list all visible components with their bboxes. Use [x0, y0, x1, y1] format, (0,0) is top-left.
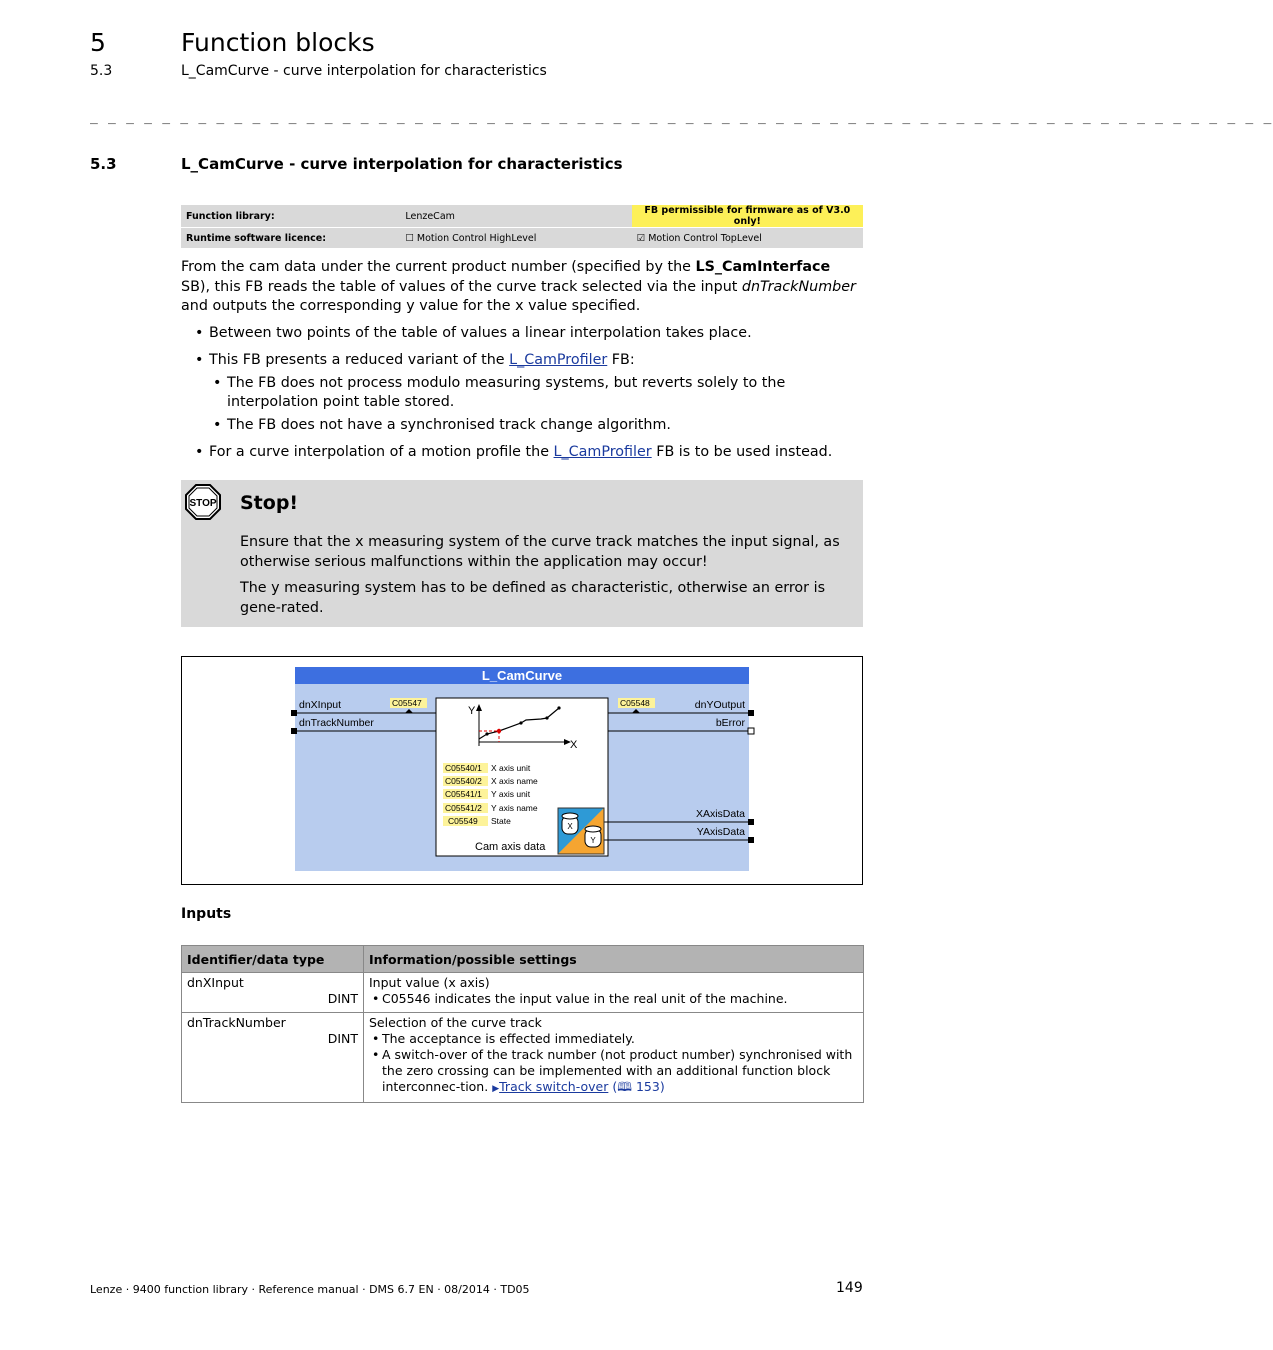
stop-box [181, 480, 863, 627]
col-information: Information/possible settings [364, 946, 864, 973]
xaxisdata-pin[interactable] [748, 819, 754, 825]
chapter-title: Function blocks [181, 28, 375, 57]
camprofiler-link-1[interactable]: L_CamProfiler [509, 352, 608, 368]
param-label: X axis name [491, 776, 538, 786]
param-code[interactable]: C05540/1 [445, 763, 482, 773]
bullet-2-sub-1: • The FB does not process modulo measuring systems, but reverts solely to the interpolation point table stored. [213, 375, 786, 410]
function-block-figure [181, 656, 863, 885]
section-title: L_CamCurve - curve interpolation for characteristics [181, 63, 547, 79]
berror-label: bError [715, 717, 745, 729]
cam-axis-data-icon [558, 808, 604, 854]
stop-heading: Stop! [240, 492, 299, 514]
stop-sign-icon [185, 484, 221, 520]
list-item: • The acceptance is effected immediately. [372, 1031, 635, 1046]
inputs-heading: Inputs [181, 906, 232, 922]
cam-icon-x: X [567, 822, 573, 831]
stop-paragraph-1: Ensure that the x measuring system of the curve track matches the input signal, as otherwise serious malfunctions within the application may occur! [240, 534, 840, 570]
c05547-code: C05547 [392, 698, 422, 708]
camprofiler-link-2[interactable]: L_CamProfiler [553, 444, 652, 460]
header-divider: _ _ _ _ _ _ _ _ _ _ _ _ _ _ _ _ _ _ _ _ _ _ _ _ _ _ _ _ _ _ _ _ _ _ _ _ _ _ _ _ _ _ _ _ _ _ _ _ _ _ _ _ _ _ _ _ _ _ _ _ _ _ _ _ _ _ [90, 110, 1273, 125]
param-label: Y axis name [491, 803, 538, 813]
firmware-note: FB permissible for firmware as of V3.0 only! [632, 205, 863, 228]
row-info: Input value (x axis) [369, 975, 490, 990]
page-number: 149 [836, 1280, 863, 1296]
table-row [182, 973, 864, 1013]
licence-option-toplevel: ☑ Motion Control TopLevel [632, 228, 863, 249]
c05548-code: C05548 [620, 698, 650, 708]
row-identifier: dnTrackNumber [187, 1015, 286, 1030]
dnyoutput-pin[interactable] [748, 710, 754, 716]
param-label: Y axis unit [491, 789, 531, 799]
licence-option-highlevel: ☐ Motion Control HighLevel [400, 228, 631, 249]
inputs-header-row [182, 946, 864, 973]
footer-text: Lenze · 9400 function library · Reference manual · DMS 6.7 EN · 08/2014 · TD05 [90, 1283, 530, 1296]
param-code[interactable]: C05549 [448, 816, 478, 826]
row-datatype: DINT [327, 1031, 358, 1046]
mini-node [557, 706, 560, 709]
param-label: X axis unit [491, 763, 531, 773]
dntracknumber-pin[interactable] [291, 728, 297, 734]
yaxisdata-label: YAxisData [696, 826, 745, 838]
intro-paragraph: From the cam data under the current product number (specified by the LS_CamInterface SB), this FB reads the table of values of the curve track selected via the input dnTrackNumber and outputs the corresponding y value for the x value specified. [181, 259, 856, 314]
licence-key: Runtime software licence: [181, 228, 400, 249]
section-number: 5.3 [90, 63, 113, 79]
row-identifier: dnXInput [187, 975, 244, 990]
ls-caminterface: LS_CamInterface [695, 259, 831, 275]
mini-y-label: Y [468, 705, 476, 717]
dntracknumber-ref: dnTrackNumber [741, 278, 856, 295]
library-key: Function library: [181, 205, 400, 228]
library-table [181, 205, 863, 249]
mini-x-label: X [570, 739, 578, 751]
stop-paragraph-2: The y measuring system has to be defined as characteristic, otherwise an error is gene-rated. [240, 580, 826, 616]
cam-icon-y: Y [590, 836, 596, 845]
list-item: • A switch-over of the track number (not product number) synchronised with the zero crossing can be implemented with an additional function block interconnec-tion. ▶Track switch-over (🕮 153) [372, 1047, 853, 1094]
yaxisdata-pin[interactable] [748, 837, 754, 843]
book-icon: 🕮 [617, 1079, 632, 1094]
inputs-table [181, 945, 864, 1103]
dnyoutput-label: dnYOutput [694, 699, 745, 711]
dntracknumber-label: dnTrackNumber [299, 717, 374, 729]
stop-icon-text: STOP [189, 498, 217, 509]
heading-number: 5.3 [90, 155, 117, 173]
mini-node [485, 732, 488, 735]
param-label: State [491, 816, 511, 826]
library-value: LenzeCam [400, 205, 631, 228]
param-code[interactable]: C05541/2 [445, 803, 482, 813]
heading-title: L_CamCurve - curve interpolation for characteristics [181, 155, 623, 173]
arrow-right-icon: ▶ [492, 1084, 500, 1094]
dnxinput-label: dnXInput [299, 699, 342, 711]
mini-point [497, 729, 501, 733]
mini-node [519, 721, 522, 724]
dnxinput-pin[interactable] [291, 710, 297, 716]
xaxisdata-label: XAxisData [695, 808, 745, 820]
row-datatype: DINT [327, 991, 358, 1006]
mini-node [545, 716, 548, 719]
list-item: • C05546 indicates the input value in the real unit of the machine. [372, 991, 788, 1006]
block-title: L_CamCurve [481, 668, 563, 683]
param-code[interactable]: C05541/1 [445, 789, 482, 799]
table-row [182, 1013, 864, 1103]
param-code[interactable]: C05540/2 [445, 776, 482, 786]
track-switchover-link[interactable]: Track switch-over [499, 1079, 609, 1094]
page-ref[interactable]: 153 [635, 1079, 660, 1094]
col-identifier: Identifier/data type [182, 946, 364, 973]
cam-axis-data-label: Cam axis data [475, 841, 546, 853]
berror-pin[interactable] [748, 728, 754, 734]
chapter-number: 5 [90, 28, 106, 57]
function-block-diagram [181, 656, 863, 885]
row-info: Selection of the curve track [369, 1015, 542, 1030]
